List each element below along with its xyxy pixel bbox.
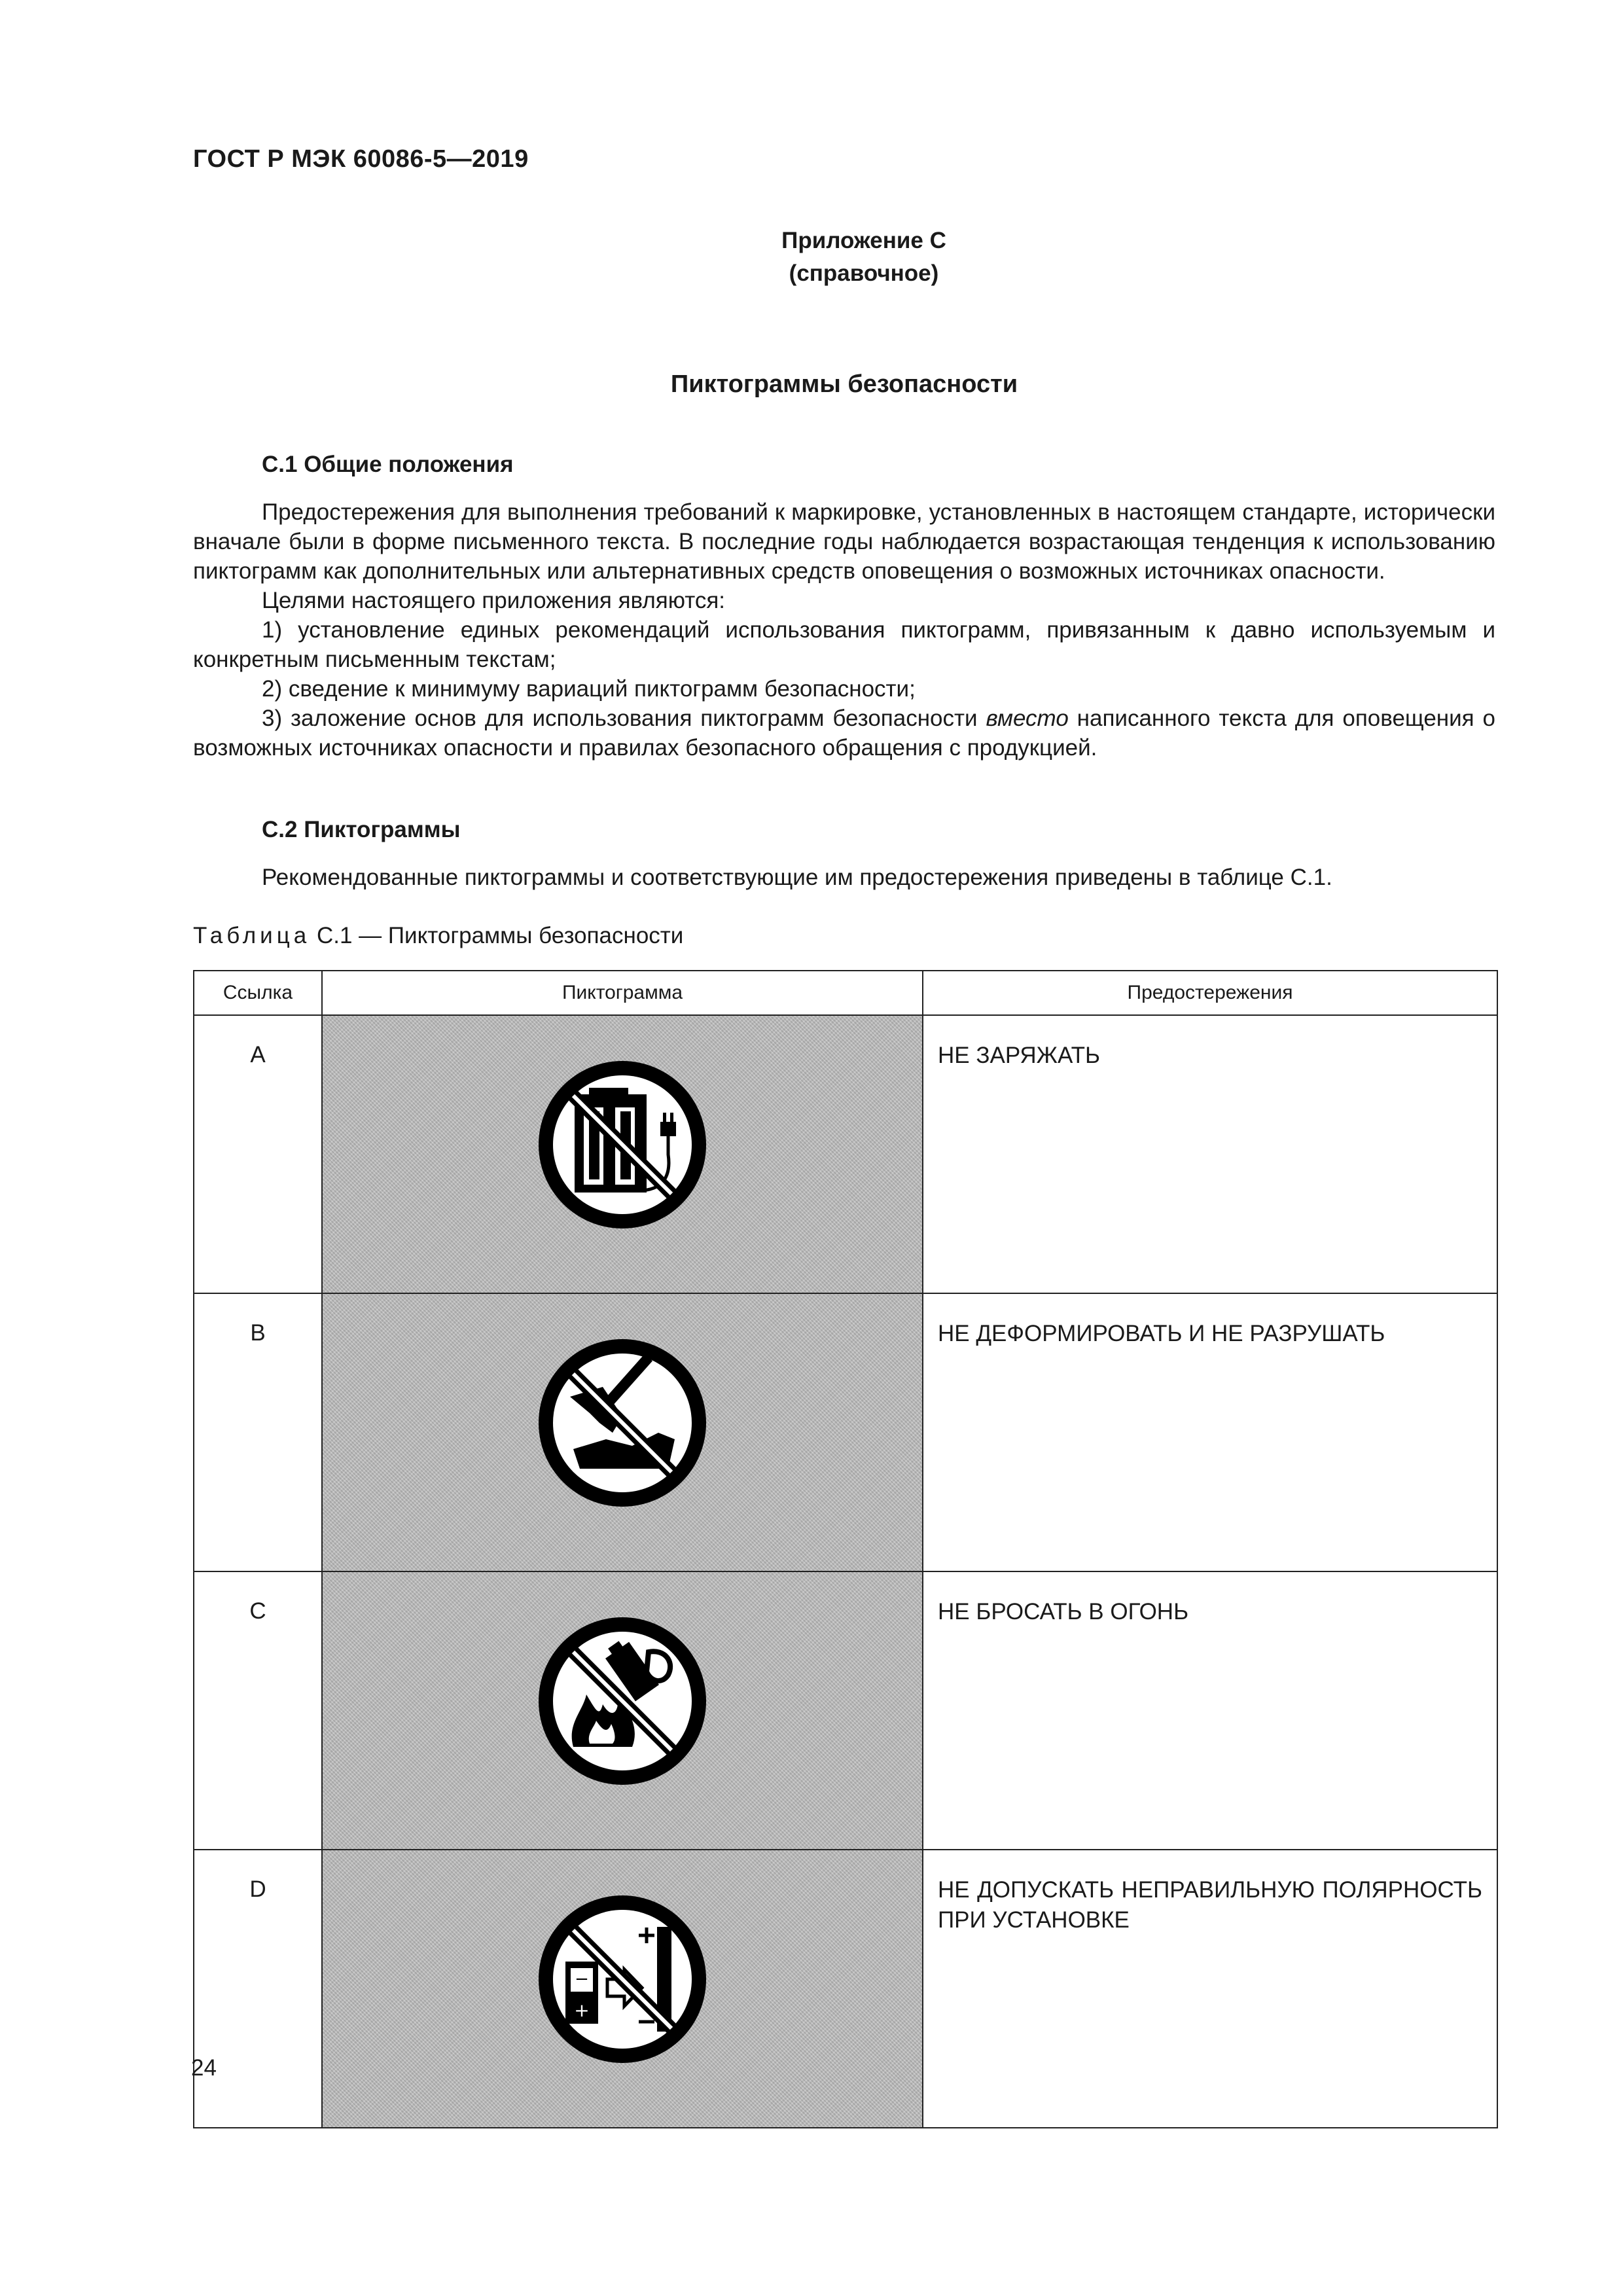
- table-row: [194, 1850, 1497, 2128]
- section-c2-body: [193, 863, 1495, 892]
- warning-text: НЕ ЗАРЯЖАТЬ: [938, 1043, 1100, 1068]
- list-item-text: написанного текста для оповещения о возможных источниках опасности и правилах безопасного обращения с продукцией.: [193, 706, 1495, 761]
- row-ref: C: [194, 1571, 322, 1850]
- paragraph: Целями настоящего приложения являются:: [262, 588, 726, 613]
- table-caption-label: Таблица: [193, 923, 311, 948]
- table-caption-text: С.1 — Пиктограммы безопасности: [316, 923, 684, 948]
- list-item: [193, 704, 1495, 762]
- section-heading-c2: С.2 Пиктограммы: [262, 817, 461, 842]
- column-header-pictogram: Пиктограмма: [322, 971, 923, 1015]
- list-item: 2) сведение к минимуму вариаций пиктограмм безопасности;: [262, 676, 916, 702]
- no-crushing-icon: [323, 1335, 922, 1511]
- pictogram-cell: [322, 1293, 923, 1571]
- paragraph: Предостережения для выполнения требований к маркировке, установленных в настоящем стандарте, исторически вначале были в форме письменного текста. В последние годы наблюдается возрастающая тенденция к использованию пиктограмм как дополнительных или альтернативных средств оповещения о возможных источниках опасности.: [193, 499, 1495, 584]
- warning-cell: [923, 1293, 1497, 1571]
- table-row: [194, 1293, 1497, 1571]
- warning-text: НЕ БРОСАТЬ В ОГОНЬ: [938, 1599, 1189, 1624]
- row-ref: A: [194, 1015, 322, 1293]
- pictogram-cell: [322, 1850, 923, 2128]
- pictogram-cell: [322, 1015, 923, 1293]
- appendix-title: Приложение С: [781, 228, 946, 253]
- warning-cell: [923, 1850, 1497, 2128]
- paragraph: Рекомендованные пиктограммы и соответствующие им предостережения приведены в таблице С.1.: [262, 865, 1332, 890]
- pictogram-cell: [322, 1571, 923, 1850]
- list-item-text: 3) заложение основ для использования пиктограмм безопасности: [262, 706, 986, 731]
- document-code: ГОСТ Р МЭК 60086-5—2019: [193, 145, 529, 173]
- svg-text:+: +: [574, 2000, 590, 2021]
- warning-text: НЕ ДЕФОРМИРОВАТЬ И НЕ РАЗРУШАТЬ: [938, 1321, 1385, 1346]
- emphasis-text: вместо: [986, 706, 1069, 731]
- no-charging-icon: [323, 1056, 922, 1233]
- warning-cell: [923, 1571, 1497, 1850]
- svg-text:−: −: [575, 1969, 589, 1989]
- section-heading-c1: С.1 Общие положения: [262, 452, 514, 477]
- row-ref: B: [194, 1293, 322, 1571]
- table-row: [194, 1571, 1497, 1850]
- no-fire-disposal-icon: [323, 1613, 922, 1789]
- no-wrong-polarity-icon: [323, 1891, 922, 2068]
- appendix-type: (справочное): [789, 260, 939, 286]
- warning-text: НЕ ДОПУСКАТЬ НЕПРАВИЛЬНУЮ ПОЛЯРНОСТЬ ПРИ УСТАНОВКЕ: [938, 1877, 1482, 1933]
- table-row: [194, 1015, 1497, 1293]
- row-ref: D: [194, 1850, 322, 2128]
- page-number: 24: [191, 2055, 217, 2081]
- column-header-ref: Ссылка: [194, 971, 322, 1015]
- table-caption: [193, 923, 683, 949]
- column-header-warning: Предостережения: [923, 971, 1497, 1015]
- section-c1-body: [193, 497, 1495, 762]
- table-header-row: [194, 971, 1497, 1015]
- pictogram-table: [193, 970, 1498, 2128]
- list-item: 1) установление единых рекомендаций использования пиктограмм, привязанным к давно используемым и конкретным письменным текстам;: [193, 617, 1495, 672]
- appendix-heading: [681, 224, 1047, 290]
- page-title: Пиктограммы безопасности: [670, 370, 1018, 398]
- warning-cell: [923, 1015, 1497, 1293]
